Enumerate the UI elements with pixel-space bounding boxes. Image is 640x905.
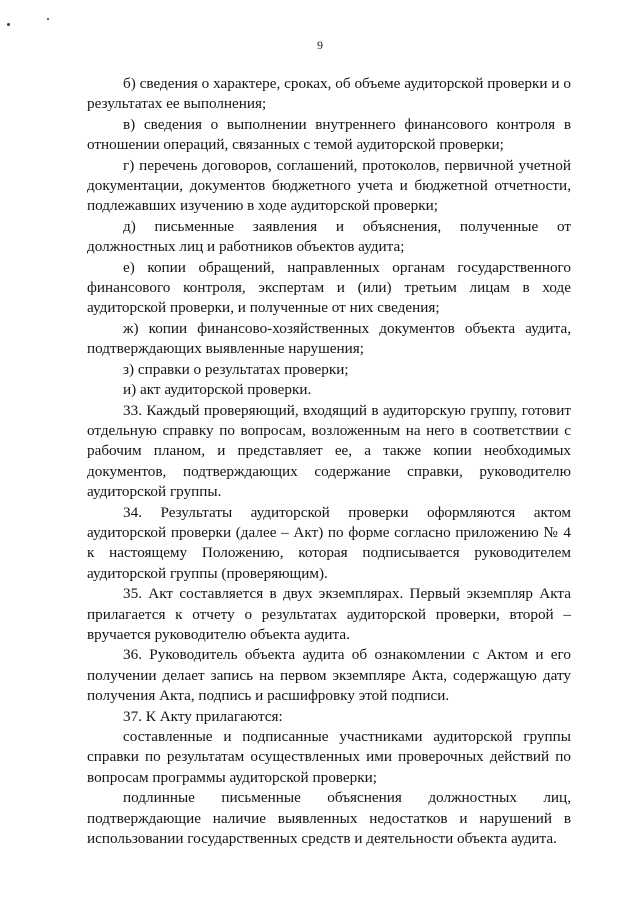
paragraph-zh: ж) копии финансово-хозяйственных документов объекта аудита, подтверждающих выявленные нарушения; <box>87 319 571 358</box>
body-text <box>87 74 571 849</box>
paragraph-d: д) письменные заявления и объяснения, полученные от должностных лиц и работников объектов аудита; <box>87 217 571 256</box>
paragraph-v: в) сведения о выполнении внутреннего финансового контроля в отношении операций, связанных с темой аудиторской проверки; <box>87 115 571 154</box>
clause-34: 34. Результаты аудиторской проверки оформляются актом аудиторской проверки (далее – Акт) по форме согласно приложению № 4 к настоящему Положению, которая подписывается руководителем аудиторской группы (проверяющим). <box>87 503 571 582</box>
clause-36: 36. Руководитель объекта аудита об ознакомлении с Актом и его получении делает запись на первом экземпляре Акта, содержащую дату получения Акта, подпись и расшифровку этой подписи. <box>87 646 571 705</box>
paragraph-i: и) акт аудиторской проверки. <box>123 381 312 399</box>
clause-35: 35. Акт составляется в двух экземплярах. Первый экземпляр Акта прилагается к отчету о результатах аудиторской проверки, второй – вручается руководителю объекта аудита. <box>87 585 571 643</box>
scan-speck <box>47 18 49 20</box>
page-number: 9 <box>317 38 323 52</box>
clause-33: 33. Каждый проверяющий, входящий в аудиторскую группу, готовит отдельную справку по вопросам, возложенным на него в соответствии с рабочим планом, и представляет ее, а также копии необходимых документов, подтверждающих содержание справки, руководителю аудиторской группы. <box>87 401 571 501</box>
paragraph-e: е) копии обращений, направленных органам государственного финансового контроля, экспертам и (или) третьим лицам в ходе аудиторской проверки, и полученные от них сведения; <box>87 258 571 317</box>
paragraph-z: з) справки о результатах проверки; <box>123 360 349 378</box>
paragraph-g: г) перечень договоров, соглашений, протоколов, первичной учетной документации, документов бюджетного учета и бюджетной отчетности, подлежавших изучению в ходе аудиторской проверки; <box>87 156 571 215</box>
scan-speck <box>7 23 10 26</box>
attachment-item-explanations: подлинные письменные объяснения должностных лиц, подтверждающие наличие выявленных недостатков и нарушений в использовании государственных средств и деятельности объекта аудита. <box>87 789 571 848</box>
paragraph-b: б) сведения о характере, сроках, об объеме аудиторской проверки и о результатах ее выполнения; <box>87 75 571 113</box>
clause-37: 37. К Акту прилагаются: <box>123 707 283 725</box>
attachment-item-reports: составленные и подписанные участниками аудиторской группы справки по результатам осуществленных ими проверочных действий по вопросам программы аудиторской проверки; <box>87 728 571 786</box>
